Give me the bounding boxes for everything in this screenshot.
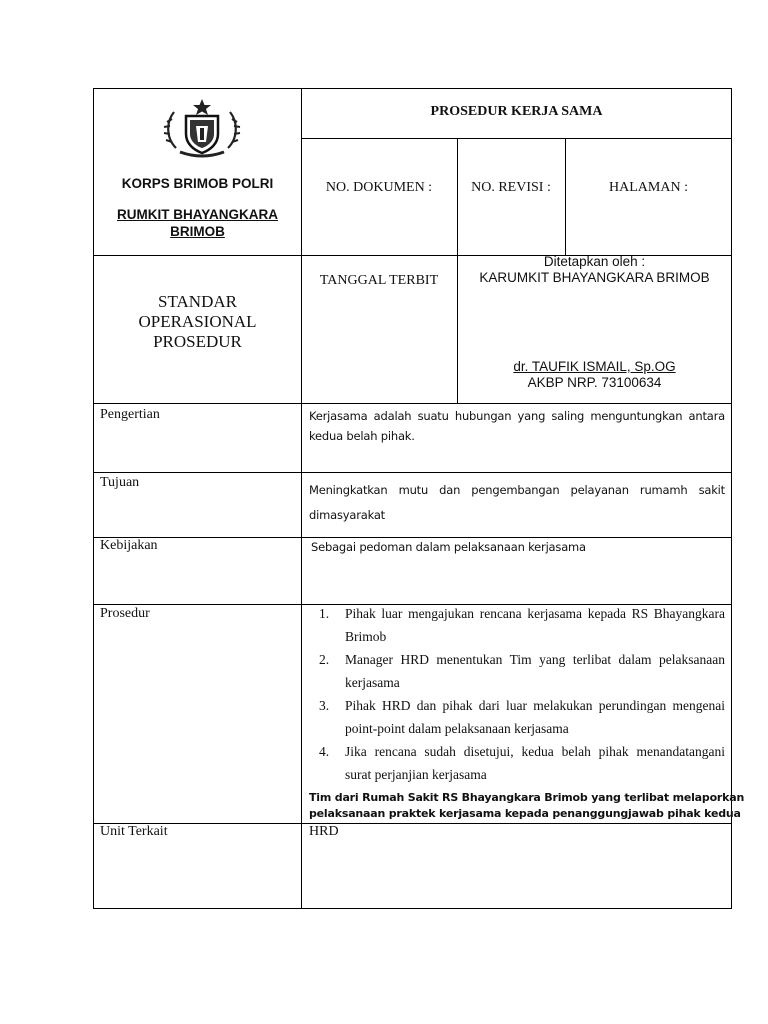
tujuan-line2: dimasyarakat <box>309 508 385 522</box>
prosedur-item-number: 1. <box>319 606 330 621</box>
prosedur-item-line1: Pihak HRD dan pihak dari luar melakukan perundingan mengenai <box>345 698 725 713</box>
prosedur-item-line2: kerjasama <box>345 675 400 690</box>
ditetapkan-label: Ditetapkan oleh : <box>543 254 646 269</box>
header-divider-vertical <box>301 88 302 404</box>
prosedur-item-number: 2. <box>319 652 330 667</box>
prosedur-item-line1: Pihak luar mengajukan rencana kerjasama kepada RS Bhayangkara <box>345 606 725 621</box>
prosedur-label: Prosedur <box>100 606 150 621</box>
header-divider-revisi <box>565 138 566 255</box>
header-divider-title <box>301 138 732 139</box>
prosedur-note-line2: pelaksanaan praktek kerjasama kepada penanggungjawab pihak kedua <box>309 807 741 820</box>
row-divider-tujuan <box>93 472 732 473</box>
kebijakan-label: Kebijakan <box>100 538 158 553</box>
tanggal-terbit-label: TANGGAL TERBIT <box>319 273 439 288</box>
tujuan-label: Tujuan <box>100 475 140 490</box>
pengertian-line1: Kerjasama adalah suatu hubungan yang saling menguntungkan antara <box>309 409 725 423</box>
prosedur-item-line1: Jika rencana sudah disetujui, kedua belah pihak menandatangani <box>345 744 725 759</box>
org-name: KORPS BRIMOB POLRI <box>121 176 274 191</box>
unit-terkait-label: Unit Terkait <box>100 824 168 839</box>
doctor-rank: AKBP NRP. 73100634 <box>527 375 662 390</box>
prosedur-item-line2: point-point dalam pelaksanaan kerjasama <box>345 721 569 736</box>
prosedur-item-number: 3. <box>319 698 330 713</box>
kebijakan-text: Sebagai pedoman dalam pelaksanaan kerjasama <box>311 540 586 554</box>
unit-terkait-value: HRD <box>309 824 339 839</box>
signatory-block <box>457 359 732 391</box>
prosedur-note-line1: Tim dari Rumah Sakit RS Bhayangkara Brimob yang terlibat melaporkan <box>309 791 745 804</box>
sop-line1: STANDAR <box>158 292 237 311</box>
ditetapkan-by: KARUMKIT BHAYANGKARA BRIMOB <box>479 270 710 285</box>
tujuan-line1: Meningkatkan mutu dan pengembangan pelayanan rumamh sakit <box>309 483 725 497</box>
pengertian-line2: kedua belah pihak. <box>309 429 415 443</box>
hospital-name <box>94 206 301 240</box>
halaman-label: HALAMAN : <box>609 180 688 195</box>
document-title: PROSEDUR KERJA SAMA <box>430 104 603 119</box>
pengertian-label: Pengertian <box>100 407 160 422</box>
no-revisi-label: NO. REVISI : <box>471 180 551 195</box>
prosedur-item-line2: surat perjanjian kerjasama <box>345 767 487 782</box>
doctor-name: dr. TAUFIK ISMAIL, Sp.OG <box>513 359 676 374</box>
body-divider-vertical <box>301 404 302 909</box>
prosedur-item-number: 4. <box>319 744 330 759</box>
sop-line2: OPERASIONAL <box>138 312 257 331</box>
prosedur-item-line1: Manager HRD menentukan Tim yang terlibat dalam pelaksanaan <box>345 652 725 667</box>
sop-heading <box>94 292 301 352</box>
sop-line3: PROSEDUR <box>153 332 242 351</box>
hospital-name-line2: BRIMOB <box>170 224 225 239</box>
polri-emblem-icon <box>162 98 242 160</box>
ditetapkan-block <box>457 254 732 286</box>
prosedur-item-line2: Brimob <box>345 629 387 644</box>
hospital-name-line1: RUMKIT BHAYANGKARA <box>116 207 278 222</box>
no-dokumen-label: NO. DOKUMEN : <box>325 180 433 195</box>
